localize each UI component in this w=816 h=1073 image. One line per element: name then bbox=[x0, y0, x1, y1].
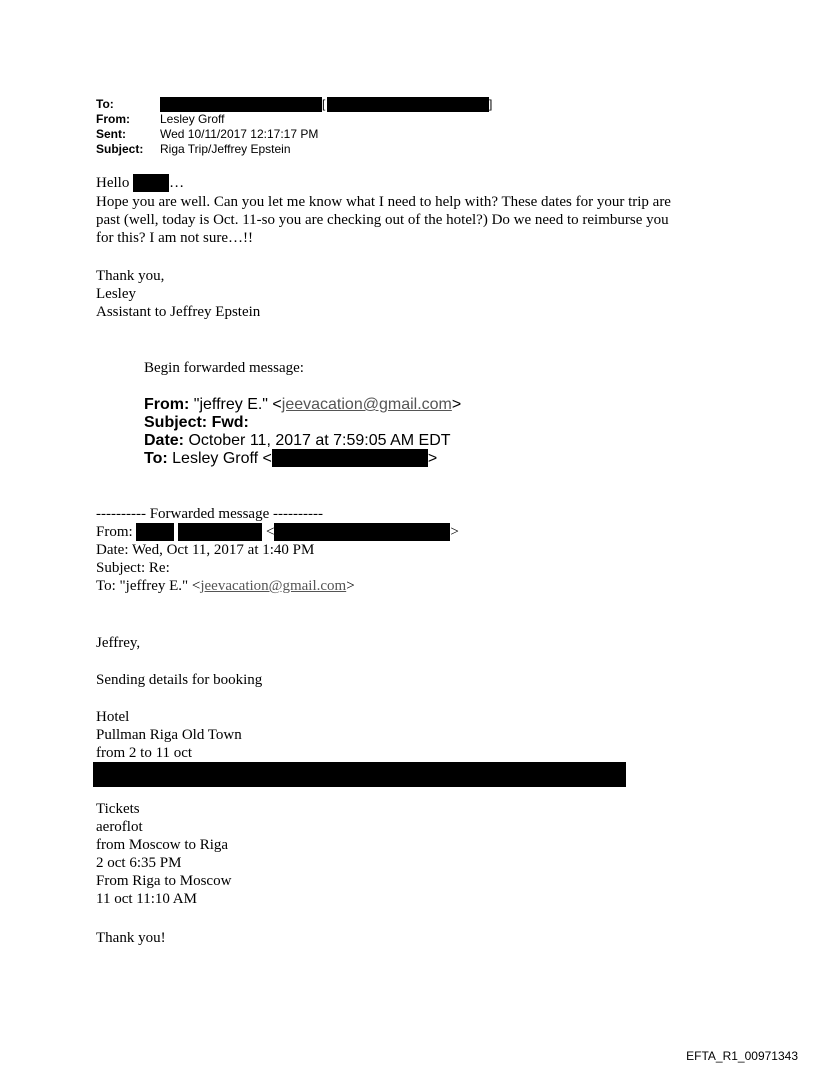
fwd-to-value: Lesley Groff < bbox=[172, 450, 272, 467]
sending-details: Sending details for booking bbox=[96, 672, 263, 688]
fwd-from-label: From: bbox=[144, 396, 190, 413]
redaction-inner-email bbox=[274, 523, 450, 541]
fwd-from-name: "jeffrey E." < bbox=[193, 396, 282, 413]
inner-to-email-link[interactable]: jeevacation@gmail.com bbox=[200, 578, 347, 594]
from-value: Lesley Groff bbox=[160, 112, 225, 126]
document-id: EFTA_R1_00971343 bbox=[686, 1049, 798, 1063]
fwd-date-label: Date: bbox=[144, 432, 185, 449]
redaction-greeting-name bbox=[133, 174, 169, 192]
email-header bbox=[96, 97, 516, 159]
fwd-from-close: > bbox=[451, 396, 462, 413]
body-line-1: Hope you are well. Can you let me know what I need to help with? These dates for your trip are bbox=[96, 194, 671, 210]
leg1-route: from Moscow to Riga bbox=[96, 837, 229, 853]
leg1-time: 2 oct 6:35 PM bbox=[96, 855, 182, 871]
body-line-2: past (well, today is Oct. 11-so you are checking out of the hotel?) Do we need to reimburse you bbox=[96, 212, 669, 228]
leg2-route: From Riga to Moscow bbox=[96, 873, 232, 889]
inner-from-label: From: bbox=[96, 524, 133, 540]
forwarded-intro: Begin forwarded message: bbox=[144, 360, 304, 376]
inner-date: Date: Wed, Oct 11, 2017 at 1:40 PM bbox=[96, 542, 315, 558]
inner-from-gt: > bbox=[450, 524, 459, 540]
redaction-inner-first bbox=[136, 523, 174, 541]
fwd-subject-row bbox=[144, 413, 249, 433]
hotel-dates: from 2 to 11 oct bbox=[96, 745, 193, 761]
fwd-to-label: To: bbox=[144, 450, 168, 467]
to-label: To: bbox=[96, 97, 114, 111]
inner-to-suffix: > bbox=[346, 578, 355, 594]
to-bracket-open: [ bbox=[322, 97, 326, 111]
to-bracket-close: ] bbox=[489, 97, 493, 111]
redaction-to-email bbox=[327, 97, 489, 112]
fwd-to-row bbox=[144, 449, 437, 469]
fwd-date-value: October 11, 2017 at 7:59:05 AM EDT bbox=[188, 432, 451, 449]
sent-row bbox=[96, 127, 516, 142]
redaction-hotel-details bbox=[93, 762, 626, 787]
inner-from-lt: < bbox=[265, 524, 275, 540]
inner-subject: Subject: Re: bbox=[96, 560, 170, 576]
redaction-fwd-to-email bbox=[272, 449, 428, 467]
hotel-name: Pullman Riga Old Town bbox=[96, 727, 242, 743]
inner-to-prefix: To: "jeffrey E." < bbox=[96, 578, 201, 594]
fwd-from-row bbox=[144, 395, 461, 415]
greeting bbox=[96, 174, 184, 192]
salutation: Jeffrey, bbox=[96, 635, 141, 651]
inner-to-row bbox=[96, 577, 355, 595]
sent-label: Sent: bbox=[96, 127, 126, 141]
from-row bbox=[96, 112, 516, 127]
to-row bbox=[96, 97, 516, 112]
signature-title: Assistant to Jeffrey Epstein bbox=[96, 304, 261, 320]
subject-value: Riga Trip/Jeffrey Epstein bbox=[160, 142, 291, 156]
subject-row bbox=[96, 142, 516, 157]
sent-value: Wed 10/11/2017 12:17:17 PM bbox=[160, 127, 319, 141]
leg2-time: 11 oct 11:10 AM bbox=[96, 891, 197, 907]
fwd-from-email-link[interactable]: jeevacation@gmail.com bbox=[281, 396, 452, 413]
fwd-to-close: > bbox=[427, 450, 438, 467]
fwd-subject-label: Subject: Fwd: bbox=[144, 414, 249, 431]
forward-divider: ---------- Forwarded message ---------- bbox=[96, 506, 323, 522]
signature-name: Lesley bbox=[96, 286, 136, 302]
redaction-to-name bbox=[160, 97, 322, 112]
body-line-3: for this? I am not sure…!! bbox=[96, 230, 254, 246]
from-label: From: bbox=[96, 112, 130, 126]
tickets-heading: Tickets bbox=[96, 801, 140, 817]
greeting-end: … bbox=[169, 175, 185, 191]
hotel-heading: Hotel bbox=[96, 709, 130, 725]
subject-label: Subject: bbox=[96, 142, 144, 156]
greeting-start: Hello bbox=[96, 175, 130, 191]
inner-from-row bbox=[96, 523, 459, 542]
thanks: Thank you! bbox=[96, 930, 166, 946]
redaction-inner-last bbox=[178, 523, 262, 541]
airline: aeroflot bbox=[96, 819, 143, 835]
signoff: Thank you, bbox=[96, 268, 165, 284]
